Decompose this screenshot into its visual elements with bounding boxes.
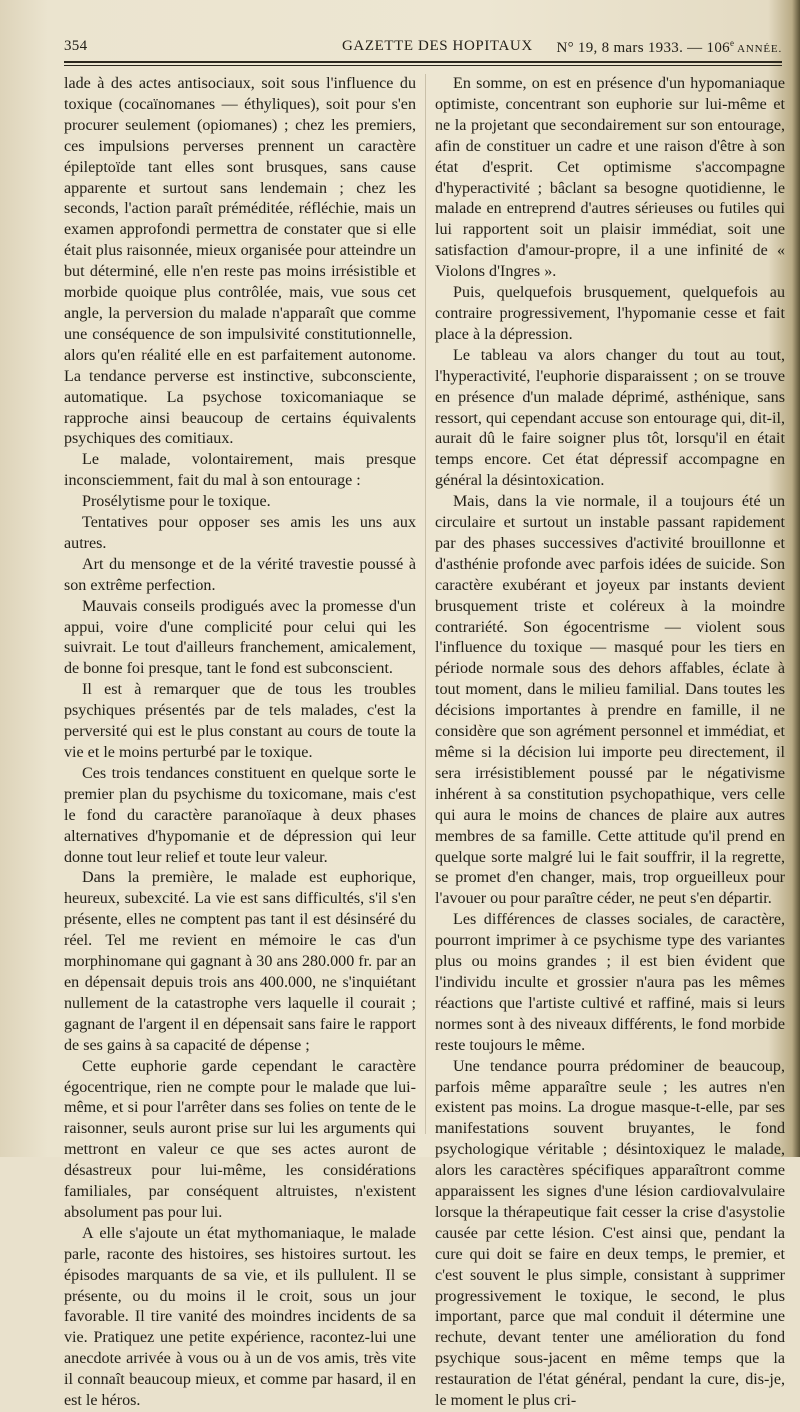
right-paragraph: Les différences de classes sociales, de caractère, pourront imprimer à ce psychisme type des variantes plus ou moins grandes ; il est bien évident que l'individu inculte et grossier n'aura pas les mêmes réactions que l'artiste cultivé et raffiné, mais si leurs normes sont à des niveaux différents, le fond morbide reste toujours le même. (435, 911, 785, 1054)
header-rule-thin (64, 65, 782, 66)
journal-title: GAZETTE DES HOPITAUX (342, 38, 533, 54)
left-paragraph: Ces trois tendances constituent en quelque sorte le premier plan du psychisme du toxicomane, mais c'est le fond du caractère paranoïaque à deux phases alternatives d'hypomanie et de dépression qui leur donne tout leur relief et toute leur valeur. (64, 764, 416, 866)
header-rule-thick (64, 61, 782, 63)
right-paragraph: Puis, quelquefois brusquement, quelquefois au contraire progressivement, l'hypomanie cesse et fait place à la dépression. (435, 284, 785, 343)
right-column (435, 74, 785, 1412)
left-paragraph: Dans la première, le malade est euphorique, heureux, subexcité. La vie est sans difficultés, s'il s'en présente, elles ne comptent pas tant il est désinséré du réel. Tel me revient en mémoire le cas d'un morphinomane qui gagnant à 30 ans 280.000 fr. par an en dépensait depuis trois ans 400.000, ne s'inquiétant nullement de la catastrophe vers laquelle il courait ; gagnant de l'argent il en dépensait sans faire le rapport de ses gains à sa capacité de dépense ; (64, 869, 416, 1054)
left-paragraph: Il est à remarquer que de tous les troubles psychiques présentés par de tels malades, c'est la perversité qui est le plus constant au cours de toute la vie et le moins perturbé par le toxique. (64, 681, 416, 761)
right-paragraph: Le tableau va alors changer du tout au tout, l'hyperactivité, l'euphorie disparaissent ; on se trouve en présence d'un malade déprimé, asthénique, sans ressort, qui cependant accuse son entourage qui, dit-il, aurait dû le faire soigner plus tôt, lorsqu'il en était temps encore. Cet état dépressif accompagne en général la désintoxication. (435, 346, 785, 490)
left-paragraph: Mauvais conseils prodigués avec la promesse d'un appui, voire d'une complicité pour celui qui les suivrait. Le tout d'ailleurs franchement, amicalement, de bonne foi presque, tant le fond est subconscient. (64, 597, 416, 678)
page-number: 354 (64, 38, 88, 54)
issue-number-date: N° 19, 8 mars 1933. — 106 (556, 40, 730, 56)
issue-info (556, 38, 782, 57)
left-paragraph: Cette euphorie garde cependant le caractère égocentrique, rien ne compte pour le malade que lui-même, et si pour l'arrêter dans ses folies on tente de le raisonner, seuls auront prise sur lui les arguments qui mettront en valeur ce que ses actes auront de désastreux pour lui-même, les considérations familiales, par conséquent altruistes, n'existent absolument pas pour lui. (64, 1057, 416, 1221)
left-column (64, 74, 416, 1412)
issue-ordinal-suffix: e (729, 38, 735, 48)
left-paragraph: Tentatives pour opposer ses amis les uns aux autres. (64, 514, 416, 552)
left-paragraph: A elle s'ajoute un état mythomaniaque, le malade parle, raconte des histoires, ses histoires surtout. les épisodes marquants de sa vie, et ils pullulent. Il se présente, ou du moins il le croit, sous un jour favorable. Il tire vanité des moindres incidents de sa vie. Pratiquez une petite expérience, racontez-lui une anecdote arrivée à vous ou à un de vos amis, très vite il connaît beaucoup mieux, et comme par hasard, il en est le héros. (64, 1224, 416, 1410)
left-paragraph: Le malade, volontairement, mais presque inconsciemment, fait du mal à son entourage : (64, 451, 416, 490)
right-paragraph: Mais, dans la vie normale, il a toujours été un circulaire et surtout un instable passant rapidement par des phases successives d'activité brouillonne et d'asthénie profonde avec parfois idées de suicide. Son caractère exubérant et joyeux par instants devient brusquement triste et coléreux à la moindre contrariété. Son égocentrisme — violent sous l'influence du toxique — masqué pour les tiers en période normale sous des dehors affables, éclate à tout moment, dans le milieu familial. Dans toutes les décisions importantes à prendre en famille, il ne considère que son agrément personnel et immédiat, et même si la décision lui importe peu directement, il sera irrésistiblement poussé par le négativisme inhérent à sa constitution psychopathique, vers celle qui aura le moins de chances de plaire aux autres membres de sa famille. Cette attitude qu'il prend en quelque sorte malgré lui le fait souffrir, il la regrette, se promet d'en changer, mais, trop orgueilleux pour l'avouer ou pour paraître céder, ne peut s'en départir. (435, 493, 785, 908)
left-paragraph: Art du mensonge et de la vérité travestie poussé à son extrême perfection. (64, 555, 416, 594)
left-paragraph: lade à des actes antisociaux, soit sous l'influence du toxique (cocaïnomanes — éthyliques), soit pour s'en procurer seulement (opiomanes) ; chez les premiers, ces impulsions perverses prennent un caractère épileptoïde tant elles sont brusques, sans cause apparente et surtout sans lendemain ; chez les seconds, l'action paraît préméditée, réfléchie, mais un examen approfondi permettra de constater que si elle était plus raisonnée, mieux organisée pour atteindre un but déterminé, elle n'en reste pas moins irrésistible et morbide quoique plus contrôlée, mais, vue sous cet angle, la perversion du malade n'apparaît que comme une conséquence de son impulsivité constitutionnelle, alors qu'en réalité elle en est parfaitement autonome. La tendance perverse est instinctive, subconsciente, automatique. La psychose toxicomaniaque se rapproche ainsi beaucoup de certains équivalents psychiques des comitiaux. (64, 75, 416, 448)
right-paragraph: Une tendance pourra prédominer de beaucoup, parfois même apparaître seule ; les autres n'en existent pas moins. La drogue masque-t-elle, par ses manifestations souvent bruyantes, le fond psychologique véritable ; désintoxiquez le malade, alors les caractères spécifiques apparaîtront comme apparaissent les signes d'une lésion cardiovalvulaire lorsque la thérapeutique fait cesser la crise d'asystolie causée par cette lésion. C'est ainsi que, pendant la cure qui doit se faire en deux temps, le premier, et c'est souvent le plus simple, consistant à supprimer progressivement le toxique, le second, le plus important, parce que mal conduit il détermine une rechute, devant tenter une amélioration du fond psychique sous-jacent en même temps que la restauration de l'état général, pendant la cure, dis-je, le moment le plus cri- (435, 1057, 785, 1410)
page-header (64, 34, 782, 56)
right-paragraph: En somme, on est en présence d'un hypomaniaque optimiste, concentrant son euphorie sur lui-même et ne la projetant que secondairement sur son entourage, afin de constituer un cadre et une raison d'être à son état d'esprit. Cet optimisme s'accompagne d'hyperactivité ; bâclant sa besogne quotidienne, le malade en entreprend d'autres sérieuses ou futiles qui lui rapportent soit un plaisir immédiat, soit une satisfaction d'amour-propre, il a une infinité de « Violons d'Ingres ». (435, 75, 785, 281)
left-paragraph: Prosélytisme pour le toxique. (82, 493, 271, 511)
issue-year-label: ANNÉE. (734, 43, 782, 55)
column-divider (425, 74, 426, 1134)
